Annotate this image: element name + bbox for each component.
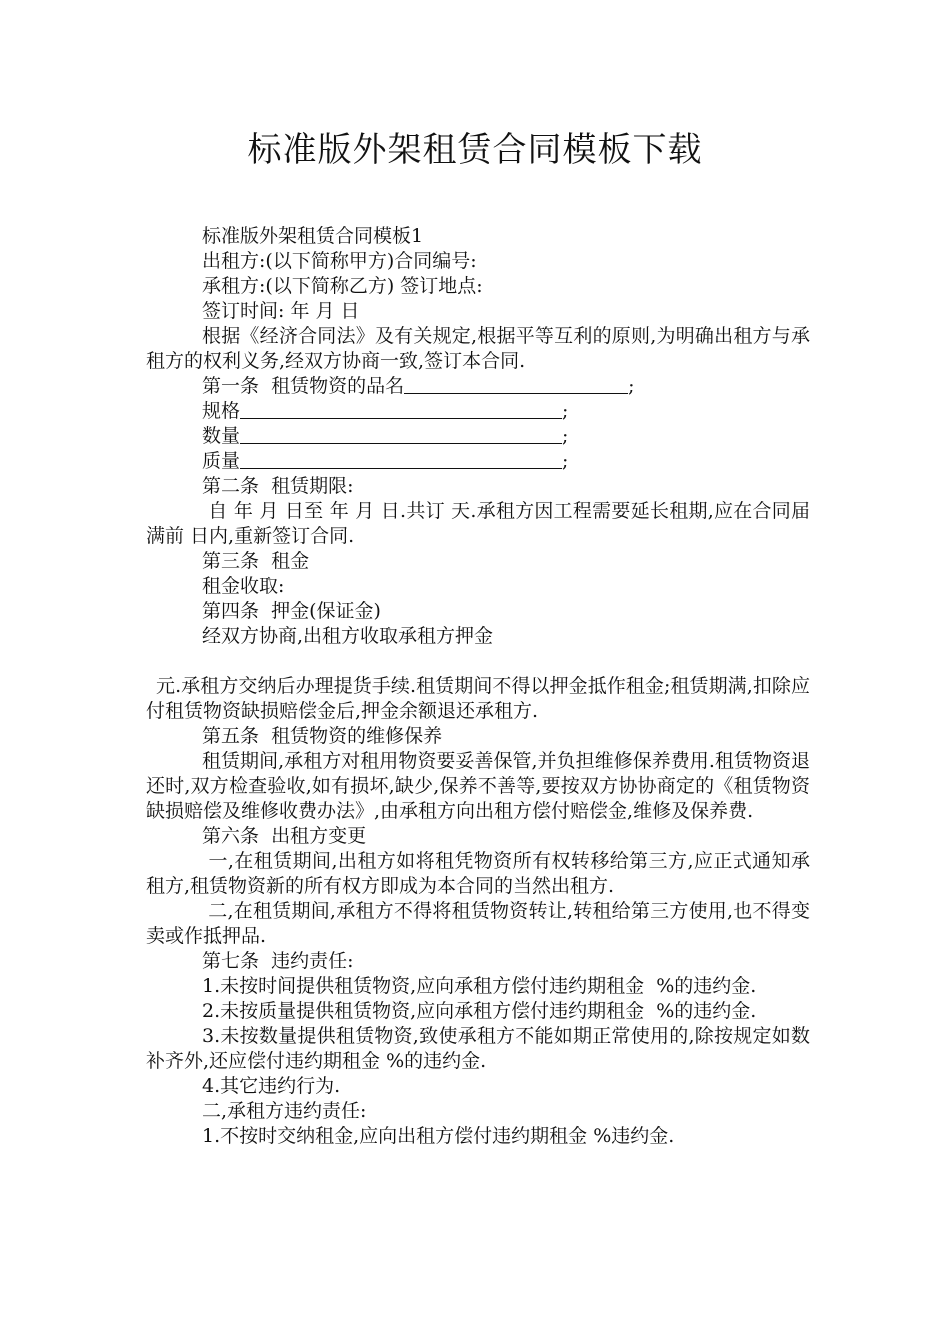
paragraph: 租赁期间,承租方对租用物资要妥善保管,并负担维修保养费用.租赁物资退还时,双方检查验收,如有损坏,缺少,保养不善等,要按双方协协商定的《租赁物资缺损赔偿及维修收费办法》,由承租方向出租方偿付赔偿金,维修及保养费. <box>146 750 810 822</box>
paragraph: 经双方协商,出租方收取承租方押金 <box>202 625 494 647</box>
paragraph: 1.未按时间提供租赁物资,应向承租方偿付违约期租金 %的违约金. <box>202 975 757 997</box>
line-end: ; <box>562 400 569 422</box>
paragraph: 第七条 违约责任: <box>202 950 354 972</box>
paragraph: 第二条 租赁期限: <box>202 475 354 497</box>
quality-label: 质量 <box>202 450 241 472</box>
spec-label: 规格 <box>202 400 241 422</box>
blank-space <box>146 649 810 674</box>
article-1-label: 第一条 租赁物资的品名 <box>202 375 405 397</box>
article-1-spec <box>146 399 810 424</box>
line-end: ; <box>562 425 569 447</box>
paragraph: 二,承租方违约责任: <box>202 1100 367 1122</box>
paragraph: 自 年 月 日至 年 月 日.共订 天.承租方因工程需要延长租期,应在合同届满前 日内,重新签订合同. <box>146 500 810 547</box>
paragraph: 4.其它违约行为. <box>202 1075 341 1097</box>
paragraph: 1.不按时交纳租金,应向出租方偿付违约期租金 %违约金. <box>202 1125 675 1147</box>
article-1-quality <box>146 449 810 474</box>
blank-line <box>240 449 562 469</box>
blank-line <box>240 424 562 444</box>
paragraph: 第五条 租赁物资的维修保养 <box>202 725 443 747</box>
document-title: 标准版外架租赁合同模板下载 <box>247 130 703 170</box>
paragraph: 元.承租方交纳后办理提货手续.租赁期间不得以押金抵作租金;租赁期满,扣除应付租赁物资缺损赔偿金后,押金余额退还承租方. <box>146 675 810 722</box>
paragraph: 第三条 租金 <box>202 550 310 572</box>
paragraph: 一,在租赁期间,出租方如将租凭物资所有权转移给第三方,应正式通知承租方,租赁物资新的所有权方即成为本合同的当然出租方. <box>146 850 810 897</box>
paragraph: 签订时间: 年 月 日 <box>202 300 360 322</box>
paragraph: 标准版外架租赁合同模板1 <box>202 225 424 247</box>
article-1-item-name <box>146 374 810 399</box>
paragraph: 出租方:(以下简称甲方)合同编号: <box>202 250 477 272</box>
paragraph: 3.未按数量提供租赁物资,致使承租方不能如期正常使用的,除按规定如数补齐外,还应偿付违约期租金 %的违约金. <box>146 1025 810 1072</box>
paragraph: 第六条 出租方变更 <box>202 825 367 847</box>
blank-line <box>240 399 562 419</box>
paragraph: 第四条 押金(保证金) <box>202 600 381 622</box>
article-1-quantity <box>146 424 810 449</box>
paragraph: 2.未按质量提供租赁物资,应向承租方偿付违约期租金 %的违约金. <box>202 1000 757 1022</box>
paragraph: 二,在租赁期间,承租方不得将租赁物资转让,转租给第三方使用,也不得变卖或作抵押品. <box>146 900 810 947</box>
paragraph: 根据《经济合同法》及有关规定,根据平等互利的原则,为明确出租方与承租方的权利义务,经双方协商一致,签订本合同. <box>146 325 810 372</box>
blank-line <box>404 374 628 394</box>
document-body <box>146 224 810 1149</box>
line-end: ; <box>628 375 635 397</box>
line-end: ; <box>562 450 569 472</box>
paragraph: 承租方:(以下简称乙方) 签订地点: <box>202 275 483 297</box>
paragraph: 租金收取: <box>202 575 285 597</box>
quantity-label: 数量 <box>202 425 241 447</box>
